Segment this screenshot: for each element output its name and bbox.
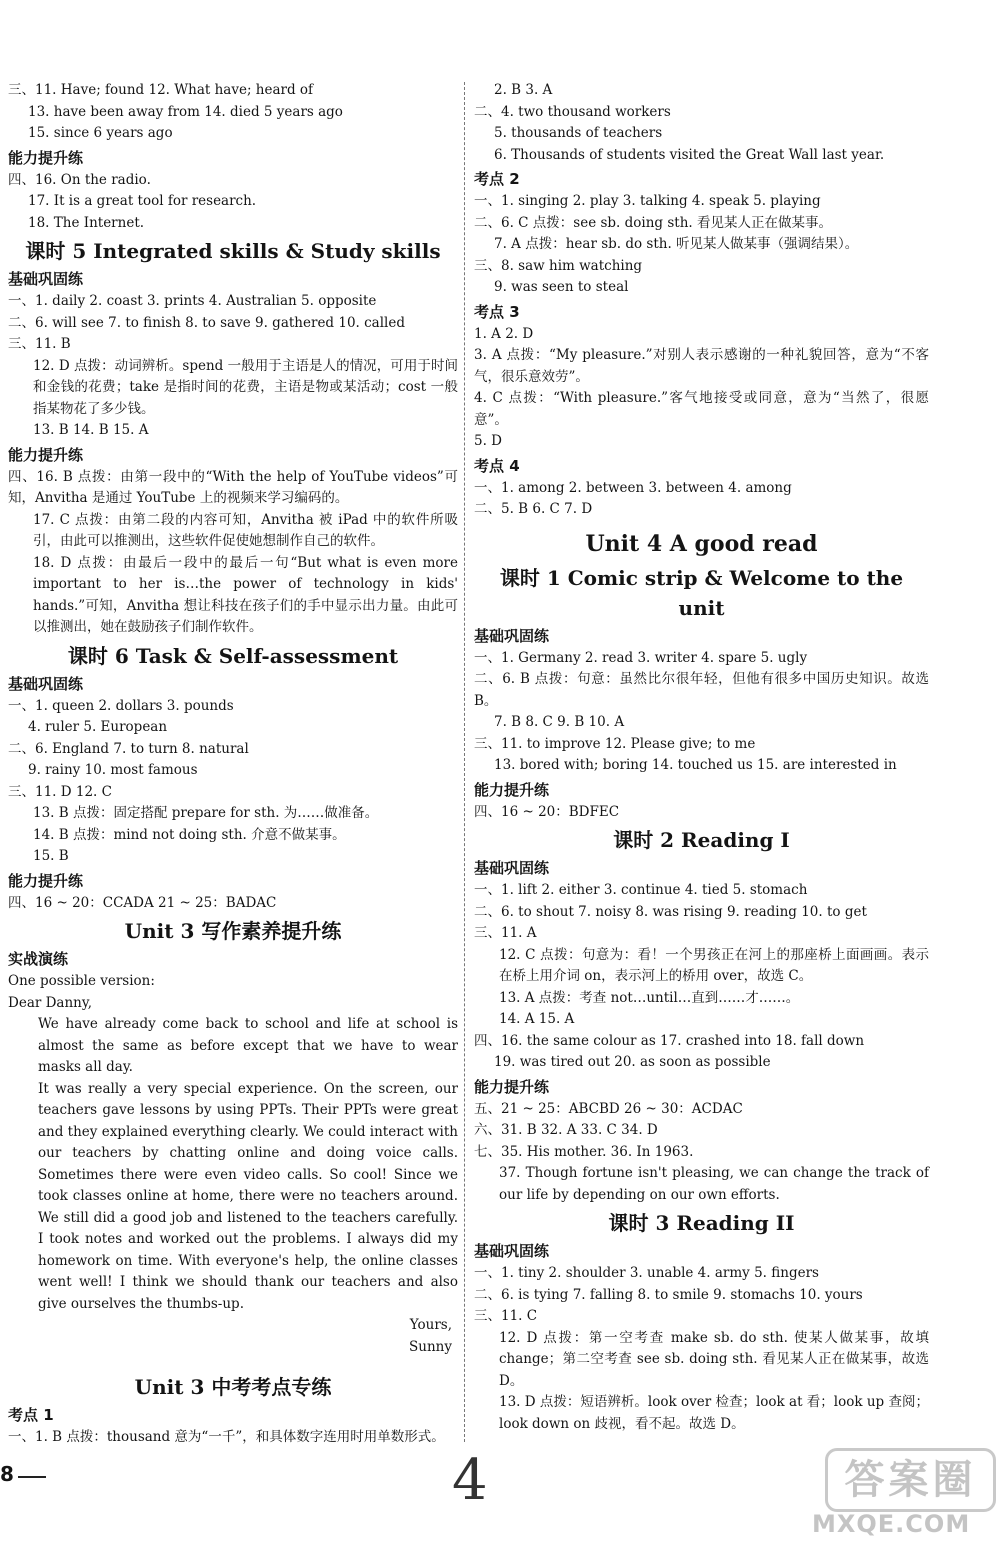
answer-line: 4. ruler 5. European — [28, 719, 168, 735]
answer-line: 三、8. saw him watching — [474, 257, 643, 274]
answer-line: 一、1. singing 2. play 3. talking 4. speak 5. playing — [474, 193, 821, 209]
unit-title: Unit 3 中考考点专练 — [134, 1375, 332, 1399]
right-column — [474, 80, 929, 1435]
lesson-title: Unit 3 写作素养提升练 — [124, 919, 342, 943]
answer-line: 三、11. D 12. C — [8, 783, 112, 800]
answer-paragraph: We have already come back to school and life at school is almost the same as before except that we have to wear masks all day. — [38, 1016, 458, 1075]
unit-title: Unit 4 A good read — [585, 530, 818, 557]
answer-paragraph: 12. D 点拨：第一空考查 make sb. do sth. 使某人做某事，故填 change；第二空考查 see sb. doing sth. 看见某人正在做某事，故选 D。 — [499, 1329, 929, 1389]
answer-line: 17. It is a great tool for research. — [28, 193, 257, 209]
answer-line: 二、5. B 6. C 7. D — [474, 501, 593, 517]
page-number-dash — [18, 1476, 46, 1478]
answer-line: 一、1. tiny 2. shoulder 3. unable 4. army 5. fingers — [474, 1265, 819, 1281]
answer-line: 二、6. C 点拨：see sb. doing sth. 看见某人正在做某事。 — [474, 214, 832, 231]
section-heading: 能力提升练 — [8, 871, 84, 890]
handwritten-mark: 4 — [452, 1448, 488, 1513]
answer-paragraph: 17. C 点拨：由第二段的内容可知，Anvitha 被 iPad 中的软件所吸引，由此可以推测出，这些软件促使她想制作自己的软件。 — [33, 511, 458, 549]
answer-line: 四、16. the same colour as 17. crashed into 18. fall down — [474, 1032, 865, 1049]
answer-line: 四、16 ~ 20：CCADA 21 ~ 25：BADAC — [8, 894, 277, 911]
answer-line: 六、31. B 32. A 33. C 34. D — [474, 1122, 658, 1138]
answer-paragraph: 18. D 点拨：由最后一段中的最后一句“But what is even more important to her is…the power of technology in kids' hands.”可知，Anvitha 想让科技在孩子们的手中显示出力量。由此可以推测出，她在鼓励孩子们制作软件。 — [33, 554, 458, 635]
answer-line: 五、21 ~ 25：ABCBD 26 ~ 30：ACDAC — [474, 1100, 743, 1117]
watermark-logo: 答案圈 — [825, 1448, 996, 1512]
answer-line: 7. A 点拨：hear sb. do sth. 听见某人做某事（强调结果）。 — [494, 236, 859, 252]
answer-line: 四、16. On the radio. — [8, 171, 151, 188]
answer-line: Dear Danny, — [8, 994, 92, 1011]
answer-line: 13. B 14. B 15. A — [33, 422, 149, 438]
answer-line: 9. was seen to steal — [494, 279, 629, 295]
answer-line: 二、6. England 7. to turn 8. natural — [8, 740, 249, 757]
answer-line: 1. A 2. D — [474, 325, 534, 342]
section-heading: 能力提升练 — [474, 1077, 550, 1096]
section-heading: 考点 3 — [474, 302, 520, 321]
answer-paragraph: 四、16. B 点拨：由第一段中的“With the help of YouTube videos”可知，Anvitha 是通过 YouTube 上的视频来学习编码的。 — [8, 468, 458, 506]
answer-paragraph: 4. C 点拨：“With pleasure.”客气地接受或同意，意为“当然了，很愿意”。 — [474, 390, 929, 428]
page-number: 8 — [0, 1462, 14, 1486]
answer-line: 七、35. His mother. 36. In 1963. — [474, 1143, 694, 1160]
section-heading: 能力提升练 — [8, 445, 84, 464]
answer-line: One possible version: — [8, 973, 155, 989]
answer-line: 一、1. among 2. between 3. between 4. among — [474, 479, 792, 496]
answer-line: 5. thousands of teachers — [494, 125, 663, 141]
answer-line: 19. was tired out 20. as soon as possible — [494, 1054, 771, 1070]
answer-paragraph: 37. Though fortune isn't pleasing, we can change the track of our life by depending on our own efforts. — [499, 1165, 929, 1203]
answer-paragraph: 二、6. B 点拨：句意：虽然比尔很年轻，但他有很多中国历史知识。故选 B。 — [474, 671, 929, 709]
answer-paragraph: 12. D 点拨：动词辨析。spend 一般用于主语是人的情况，可用于时间和金钱的花费；take 是指时间的花费，主语是物或某活动；cost 一般指某物花了多少钱。 — [33, 357, 458, 417]
answer-paragraph: 一、1. B 点拨：thousand 意为“一千”，和具体数字连用时用单数形式。 — [8, 1429, 445, 1445]
answer-line: 13. B 点拨：固定搭配 prepare for sth. 为……做准备。 — [33, 805, 379, 821]
answer-line: 2. B 3. A — [494, 82, 553, 98]
answer-line: 6. Thousands of students visited the Great Wall last year. — [494, 146, 885, 163]
section-heading: 考点 2 — [474, 170, 520, 188]
answer-paragraph: 13. D 点拨：短语辨析。look over 检查；look at 看；look up 查阅；look down on 歧视，看不起。故选 D。 — [499, 1394, 929, 1432]
answer-line: 13. bored with; boring 14. touched us 15. are interested in — [494, 757, 897, 773]
answer-line: 14. B 点拨：mind not doing sth. 介意不做某事。 — [33, 826, 346, 843]
answer-line: 一、1. daily 2. coast 3. prints 4. Australian 5. opposite — [8, 293, 377, 309]
section-heading: 基础巩固练 — [8, 674, 84, 693]
section-heading: 能力提升练 — [8, 148, 84, 167]
answer-paragraph: It was really a very special experience. On the screen, our teachers gave lessons by using PPTs. Their PPTs were great and they explained everything clearly. We could interact with our teachers by chatting online and doing voice calls. Sometimes there were even video calls. So cool! Since we took classes online at home, there were no teachers around. We still did a good job and listened to the teachers carefully. I took notes and worked out the problems. I always did my homework on time. With everyone's help, the online classes went well! I think we should thank our teachers and also give ourselves the thumbs-up. — [38, 1080, 458, 1312]
answer-line: 7. B 8. C 9. B 10. A — [494, 714, 625, 730]
answer-line: 9. rainy 10. most famous — [28, 762, 198, 778]
section-heading: 考点 1 — [8, 1406, 54, 1424]
section-heading: 能力提升练 — [474, 780, 550, 799]
lesson-title: 课时 6 Task & Self-assessment — [67, 643, 399, 668]
answer-paragraph: 3. A 点拨：“My pleasure.”对别人表示感谢的一种礼貌回答，意为“不客气，很乐意效劳”。 — [474, 347, 929, 385]
letter-signature: Yours, — [409, 1317, 452, 1333]
section-heading: 基础巩固练 — [474, 1242, 550, 1260]
answer-line: 13. have been away from 14. died 5 years ago — [28, 103, 343, 120]
answer-line: 18. The Internet. — [28, 214, 145, 231]
lesson-title: 课时 2 Reading I — [613, 828, 790, 852]
answer-line: 三、11. C — [474, 1308, 538, 1324]
answer-line: 三、11. to improve 12. Please give; to me — [474, 735, 756, 752]
answer-line: 一、1. queen 2. dollars 3. pounds — [8, 697, 234, 714]
answer-line: 14. A 15. A — [499, 1011, 575, 1027]
answer-line: 一、1. Germany 2. read 3. writer 4. spare 5. ugly — [474, 649, 808, 666]
column-divider — [464, 82, 465, 1442]
letter-signature: Sunny — [409, 1338, 452, 1355]
answer-line: 三、11. A — [474, 925, 537, 941]
answer-line: 一、1. lift 2. either 3. continue 4. tied 5. stomach — [474, 882, 808, 898]
lesson-title: 课时 5 Integrated skills & Study skills — [25, 239, 441, 263]
answer-line: 二、4. two thousand workers — [474, 103, 671, 120]
lesson-title: 课时 1 Comic strip & Welcome to the unit — [499, 565, 904, 620]
answer-line: 四、16 ~ 20：BDFEC — [474, 803, 620, 820]
answer-line: 三、11. Have; found 12. What have; heard of — [8, 82, 314, 98]
lesson-title: 课时 3 Reading II — [608, 1211, 795, 1235]
answer-line: 二、6. is tying 7. falling 8. to smile 9. stomachs 10. yours — [474, 1286, 863, 1303]
section-heading: 考点 4 — [474, 456, 520, 475]
section-heading: 基础巩固练 — [474, 626, 550, 645]
left-column — [8, 80, 458, 1449]
answer-line: 15. B — [33, 848, 69, 864]
section-heading: 实战演练 — [8, 950, 69, 968]
answer-line: 13. A 点拨：考查 not…until…直到……才……。 — [499, 989, 800, 1006]
section-heading: 基础巩固练 — [474, 859, 550, 877]
answer-line: 5. D — [474, 433, 502, 449]
answer-line: 二、6. to shout 7. noisy 8. was rising 9. reading 10. to get — [474, 903, 867, 920]
answer-line: 二、6. will see 7. to finish 8. to save 9. gathered 10. called — [8, 314, 405, 331]
section-heading: 基础巩固练 — [8, 270, 84, 288]
answer-line: 15. since 6 years ago — [28, 125, 173, 141]
watermark-url: MXQE.COM — [812, 1510, 971, 1538]
answer-line: 三、11. B — [8, 336, 71, 352]
answer-paragraph: 12. C 点拨：句意为：看！一个男孩正在河上的那座桥上面画画。表示在桥上用介词 on，表示河上的桥用 over，故选 C。 — [499, 946, 929, 984]
